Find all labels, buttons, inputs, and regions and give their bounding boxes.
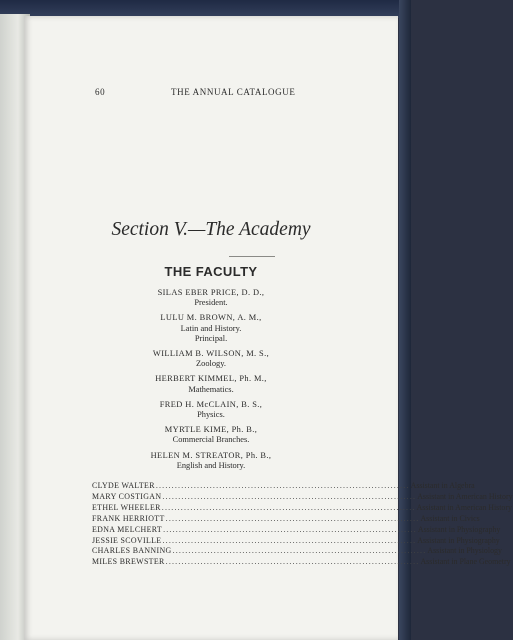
faculty-role: Mathematics. <box>188 384 234 394</box>
faculty-name: MYRTLE KIME, Ph. B., <box>164 425 258 435</box>
faculty-role: English and History. <box>176 460 246 470</box>
running-title: THE ANNUAL CATALOGUE <box>171 87 296 97</box>
assistant-role: Assistant in Physiography <box>417 524 501 534</box>
faculty-role: President. <box>194 298 228 308</box>
faculty-name: SILAS EBER PRICE, D. D., <box>157 288 265 297</box>
assistant-row <box>92 491 513 503</box>
assistant-row <box>92 535 500 547</box>
faculty-member <box>24 451 398 471</box>
assistant-name: ETHEL WHEELER <box>92 502 161 512</box>
faculty-role: Commercial Branches. <box>172 435 250 445</box>
assistant-row <box>92 513 480 525</box>
faculty-role: Latin and History. <box>180 323 242 333</box>
title-divider <box>229 256 275 257</box>
assistant-name: CHARLES BANNING <box>92 546 172 556</box>
faculty-member <box>24 349 398 369</box>
dot-leader: ................................................................................ <box>165 513 420 523</box>
assistant-row <box>92 524 501 536</box>
assistant-name: MILES BREWSTER <box>92 557 165 567</box>
faculty-role: Principal. <box>194 333 228 343</box>
assistant-row <box>92 502 512 514</box>
faculty-member <box>24 400 398 420</box>
dot-leader: ................................................................................ <box>161 502 416 512</box>
faculty-name: WILLIAM B. WILSON, M. S., <box>152 349 270 359</box>
assistant-role: Assistant in American History <box>416 502 512 512</box>
faculty-role: Physics. <box>197 410 225 420</box>
faculty-role: Zoology. <box>196 359 226 369</box>
dot-leader: ................................................................................ <box>155 481 410 490</box>
page-header <box>24 87 398 101</box>
dot-leader: ................................................................................ <box>162 491 417 501</box>
assistant-row <box>92 546 502 557</box>
assistant-role: Assistant in Plane Geometry <box>420 557 511 567</box>
faculty-name: LULU M. BROWN, A. M., <box>160 313 262 323</box>
faculty-list <box>24 288 398 476</box>
assistant-name: CLYDE WALTER <box>92 481 155 490</box>
faculty-name: HERBERT KIMMEL, Ph. M., <box>155 374 267 384</box>
assistant-role: Assistant in Physiology <box>427 546 502 556</box>
assistant-role: Assistant in Civics <box>420 513 480 523</box>
assistant-row <box>92 481 475 492</box>
faculty-member <box>24 425 398 445</box>
assistant-row <box>92 557 511 568</box>
dot-leader: ................................................................................ <box>162 535 417 545</box>
assistant-name: EDNA MELCHERT <box>92 524 163 534</box>
assistant-name: FRANK HERRIOTT <box>92 513 165 523</box>
page-number: 60 <box>95 87 106 97</box>
catalogue-page <box>24 16 513 640</box>
assistants-list <box>92 481 513 568</box>
assistant-name: JESSIE SCOVILLE <box>92 535 162 545</box>
faculty-name: FRED H. McCLAIN, B. S., <box>159 399 263 409</box>
assistant-role: Assistant in Algebra <box>410 481 475 490</box>
assistant-role: Assistant in Physiography <box>417 535 500 545</box>
faculty-name: HELEN M. STREATOR, Ph. B., <box>150 450 272 460</box>
faculty-member <box>24 374 398 394</box>
faculty-heading: THE FACULTY <box>164 264 258 279</box>
assistant-role: Assistant in American History <box>417 491 513 501</box>
section-title: Section V.—The Academy <box>111 219 311 240</box>
assistant-name: MARY COSTIGAN <box>92 491 162 501</box>
faculty-member <box>24 288 398 308</box>
faculty-member <box>24 313 398 344</box>
dot-leader: ................................................................................ <box>165 557 420 567</box>
dot-leader: ................................................................................ <box>172 546 427 556</box>
dot-leader: ................................................................................ <box>163 524 417 534</box>
